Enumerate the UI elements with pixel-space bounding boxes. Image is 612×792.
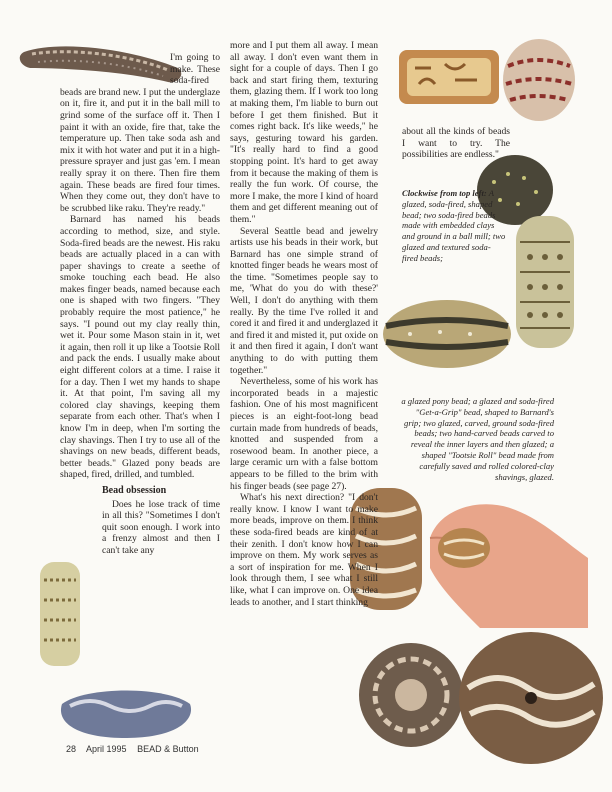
page-footer xyxy=(66,744,207,754)
paragraph: about all the kinds of beads I want to try. The possibilities are endless." xyxy=(402,126,510,161)
hand-holding-bead-image xyxy=(420,478,590,628)
paragraph: Does he lose track of time in all this? "Sometimes I don't quit soon enough. I work into a frenzy almost and then I can't take any xyxy=(102,498,220,556)
paragraph: What's his next direction? "I don't really know. I know I want to make more beads, improve on them. I think these soda-fired beads are kind of at their zenith. I don't know how I can improve on them. My work serves as a sort of inspiration for me. When I look through them, I see what I still like, what I can improve on. One idea leads to another, and I start thinking xyxy=(230,492,378,608)
caption-lead: Clockwise from top left: xyxy=(402,188,487,198)
round-patterned-bead-image xyxy=(500,36,578,124)
magazine-name: BEAD & Button xyxy=(137,744,199,754)
round-carved-bead-right-image xyxy=(456,628,606,768)
barrel-bead-image xyxy=(510,212,580,352)
paragraph: Several Seattle bead and jewelry artists use his beads in their work, but Barnard has one simple strand of knotted finger beads he wears most of the time. "Sometimes people say to me, 'What do you do with these?' Well, I don't do anything with them really. By the time I've rolled it and cored it and fired it and underglazed it and fired it and misted it, put oxide on it and then fired it again, I don't want anything to do with putting them together." xyxy=(230,225,378,376)
pony-bead-image xyxy=(380,296,514,372)
issue-date: April 1995 xyxy=(86,744,127,754)
paragraph: more and I put them all away. I mean all away. I don't even want them in sight for a couple of days. Then I go back and start firing them, texturing them, glazing them. If I work too long at making them, I'm liable to burn out before I get them finished. But it comes right back. It's like weeds," he says, gesturing toward his garden. "It's really hard to find a good stopping point. It's hard to get away from it because the making of them is really the fun work. Of course, the more I make, the more I kind of hoard them and get different meaning out of them." xyxy=(230,40,378,225)
subhead: Bead obsession xyxy=(102,484,167,496)
paragraph: I'm going to make. These soda-fired beads are brand new. I put the underglaze on it, fire it, and put it in the ball mill to grind some of the surface off it. Then I paint it with an oxide, fire that, take the temperature up. Then take soda ash and mix it with hot water and put it in a high-pressure sprayer and just gas 'em. I mean really spray it on there. Then fire them again. These beads are fired four times. When they come out, they don't have to be scrubbed like raku. They're ready." xyxy=(60,52,220,214)
caption-2: a glazed pony bead; a glazed and soda-fired "Get-a-Grip" bead, shaped to Barnard's grip; two glazed, carved, ground soda-fired beads; two hand-carved beads carved to reveal the inner layers and then glazed; a shaped "Tootsie Roll" bead made from carefully saved and rolled colored-clay shavings, glazed. xyxy=(401,396,554,482)
article-column-2 xyxy=(230,40,378,608)
paragraph: Nevertheless, some of his work has incorporated beads in a majestic fashion. One of his most magnificent pieces is an eight-foot-long bead curtain made from hundreds of beads, knotted and suspended from a rosewood beam. In another piece, a large ceramic urn with a false bottom appears to be filled to the brim with his finger beads (see page 27). xyxy=(230,376,378,492)
article-column-1 xyxy=(60,52,220,591)
round-carved-bead-left-image xyxy=(356,640,466,750)
caption-text: A glazed, soda-fired, shaped bead; two soda-fired beads made with embedded clays and ground in a ball mill; two glazed and textured soda-fired beads; xyxy=(402,188,506,263)
caption-1 xyxy=(402,188,506,264)
blue-carved-bead-image xyxy=(56,680,196,744)
article-column-3 xyxy=(402,126,510,161)
rectangular-bead-image xyxy=(395,44,505,108)
paragraph: Barnard has named his beads according to method, size, and style. Soda-fired beads are the newest. His raku beads are actually placed in a can with paper shavings to create a seethe of smoke touching each bead. He also makes finger beads, named because each one is shaped with two fingers. "They probably require the most patience," he says. "I pound out my clay really thin, wet it. Pour some Mason stain in it, wet it again, then roll it up like a Tootsie Roll and pack the ends. I usually make about eight different colors at a time. I raise it for a day. Then I wet my hands to shape it. At that point, I'm saving all my colored clay shavings, keeping them separate from each other. That's when I know I'm in deep, when I'm sorting the clay shavings. Then I try to use all of the shavings on new beads, different beads, better beads." Glazed pony beads are shaped, fired, drilled, and tumbled. xyxy=(60,214,220,481)
page-number: 28 xyxy=(66,744,77,754)
